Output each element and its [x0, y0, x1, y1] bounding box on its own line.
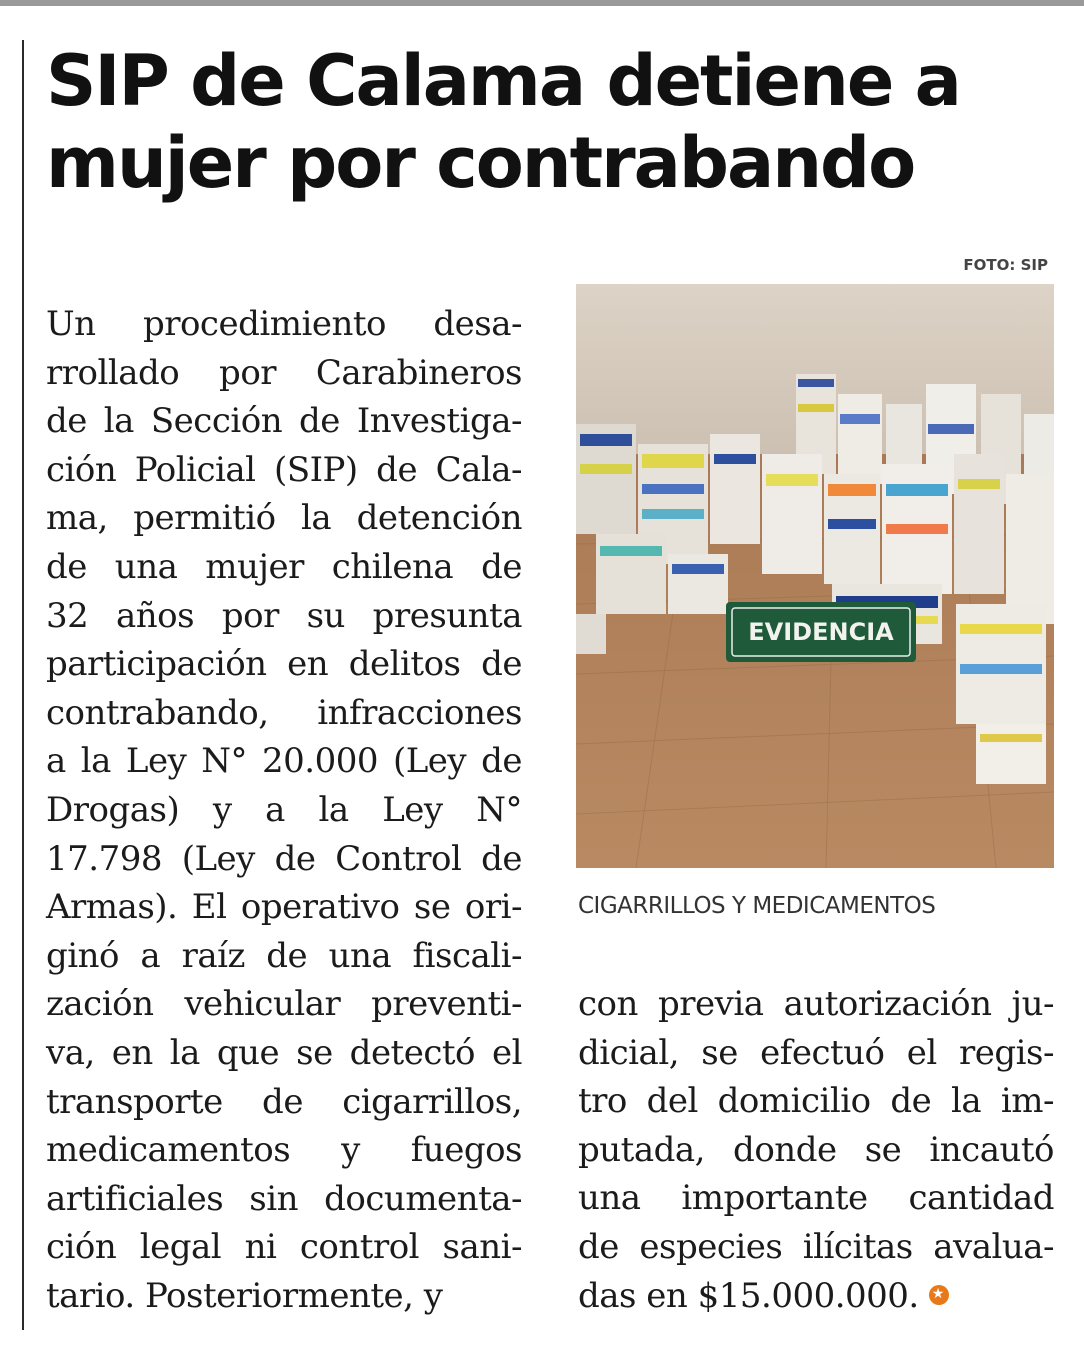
body-line: 32 años por su presunta [46, 595, 522, 636]
body-line: Un procedimiento desa- [46, 304, 522, 344]
headline [46, 40, 1056, 204]
body-line: artificiales sin documenta- [46, 1178, 522, 1219]
body-line: medicamentos y fuegos [46, 1130, 522, 1171]
body-line: participación en delitos de [46, 644, 522, 685]
headline-line-1: SIP de Calama detiene a [46, 40, 960, 122]
body-line: dicial, se efectuó el regis- [578, 1032, 1054, 1073]
body-line: zación vehicular preventi- [46, 984, 522, 1025]
evidence-sign-text: EVIDENCIA [748, 618, 894, 646]
body-line: de especies ilícitas avalua- [578, 1226, 1054, 1267]
evidence-photo [576, 284, 1054, 868]
body-line: tario. Posteriormente, y [46, 1275, 443, 1316]
body-line: rrollado por Carabineros [46, 352, 522, 393]
headline-line-2: mujer por contrabando [46, 122, 915, 204]
top-rule [0, 0, 1084, 6]
body-line: una importante cantidad [578, 1178, 1054, 1219]
body-line: tro del domicilio de la im- [578, 1081, 1054, 1122]
body-line: a la Ley N° 20.000 (Ley de [46, 741, 522, 782]
body-line: ción legal ni control sani- [46, 1227, 522, 1268]
evidence-photo-drawing [576, 284, 1054, 868]
body-line: Drogas) y a la Ley N° [46, 789, 522, 830]
body-line: ma, permitió la detención [46, 498, 522, 539]
body-line: putada, donde se incautó [578, 1129, 1054, 1170]
body-line: 17.798 (Ley de Control de [46, 838, 522, 879]
body-line: va, en la que se detectó el [46, 1032, 522, 1073]
photo-caption: CIGARRILLOS Y MEDICAMENTOS [578, 893, 936, 919]
body-column-left [46, 300, 522, 1320]
body-line: Armas). El operativo se ori- [46, 887, 522, 928]
body-line: de una mujer chilena de [46, 546, 522, 587]
column-rule [22, 40, 24, 1330]
body-line: transporte de cigarrillos, [46, 1081, 522, 1122]
photo-credit: FOTO: SIP [963, 256, 1048, 274]
end-mark-icon [929, 1285, 949, 1305]
body-line: ginó a raíz de una fiscali- [46, 935, 522, 976]
body-line: con previa autorización ju- [578, 984, 1054, 1024]
body-column-right [578, 980, 1054, 1320]
evidence-sign [726, 602, 916, 662]
body-line: das en $15.000.000.★ [578, 1272, 1054, 1321]
body-line: ción Policial (SIP) de Cala- [46, 449, 522, 490]
body-line: contrabando, infracciones [46, 692, 522, 733]
body-line: de la Sección de Investiga- [46, 401, 522, 442]
